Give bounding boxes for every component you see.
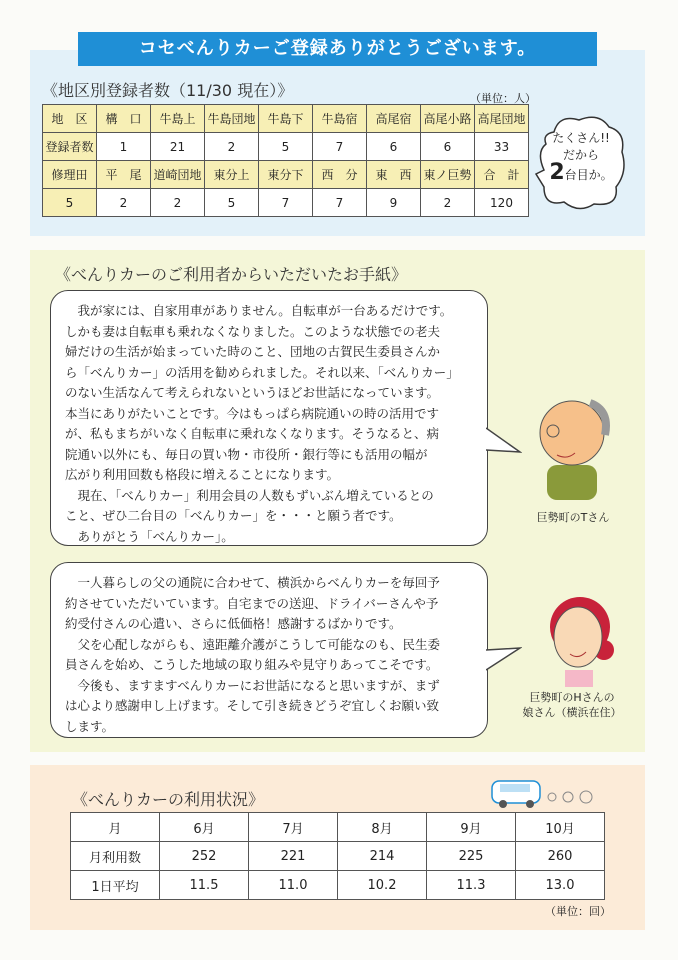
usage-table	[70, 812, 605, 900]
letter-line: 本当にありがたいことです。今はもっぱら病院通いの時の活用です	[65, 405, 440, 421]
table-cell: 牛島下	[259, 105, 313, 133]
letter-1-bubble	[50, 290, 488, 546]
letter-line: 父を心配しながらも、遠距離介護がこうして可能なのも、民生委	[65, 636, 441, 652]
bubble-tail-1	[486, 420, 522, 460]
table-cell: 5	[205, 189, 259, 217]
table-cell: 東分上	[205, 161, 259, 189]
letter-line: 今後も、ますますべんりカーにお世話になると思いますが、まず	[65, 677, 440, 693]
table-cell: 2	[205, 133, 259, 161]
caption-line: 巨勢町のHさんの	[529, 691, 615, 704]
table-cell: 高尾宿	[367, 105, 421, 133]
table-cell: 11.0	[249, 871, 338, 900]
table-cell: 225	[427, 842, 516, 871]
letter-line: が、私もまちがいなく自転車に乗れなくなります。そうなると、病	[65, 426, 440, 441]
letter-line: 広がり利用回数も格段に増えることになります。	[65, 467, 340, 482]
letter-line: 我が家には、自家用車がありません。自転車が一台あるだけです。	[65, 303, 453, 318]
title-banner: コセべんりカーご登録ありがとうございます。	[78, 32, 597, 66]
table-cell: 6	[421, 133, 475, 161]
letter-2-caption	[522, 690, 622, 720]
table-cell: 10月	[516, 813, 605, 842]
table-cell: 33	[475, 133, 529, 161]
registration-heading: 《地区別登録者数（11/30 現在）》	[42, 81, 294, 100]
registration-unit: （単位：人）	[470, 92, 536, 105]
table-cell: 252	[160, 842, 249, 871]
letter-line: ありがとう「べんりカー」。	[65, 528, 234, 544]
letters-heading: 《べんりカーのご利用者からいただいたお手紙》	[55, 265, 408, 284]
table-cell: 221	[249, 842, 338, 871]
letter-line: 一人暮らしの父の通院に合わせて、横浜からべんりカーを毎回予	[65, 575, 440, 590]
table-cell: 9	[367, 189, 421, 217]
cloud-number: 2	[549, 160, 565, 185]
letter-line: は心より感謝申し上げます。そして引き続きどうぞ宜しくお願い致	[65, 698, 440, 713]
table-cell: 牛島団地	[205, 105, 259, 133]
letter-line: 約受付さんの心遣い、さらに低価格！感謝するばかりです。	[65, 616, 402, 631]
table-row	[71, 842, 605, 871]
table-row	[43, 105, 529, 133]
table-cell: 214	[338, 842, 427, 871]
car-illustration	[490, 775, 605, 809]
table-cell: 7	[313, 189, 367, 217]
table-cell: 地 区	[43, 105, 97, 133]
letter-line: ら「べんりカー」の活用を勧められました。それ以来、「べんりカー」	[65, 364, 459, 380]
letter-line: こと、ぜひ二台目の「べんりカー」を・・・と願う者です。	[65, 508, 402, 523]
table-row	[43, 133, 529, 161]
table-cell: 7	[259, 189, 313, 217]
table-cell: 合 計	[475, 161, 529, 189]
table-cell: 6	[367, 133, 421, 161]
table-cell: 2	[97, 189, 151, 217]
usage-unit: （単位：回）	[545, 905, 611, 918]
letter-line: しかも妻は自転車も乗れなくなりました。このような状態での老夫	[65, 323, 441, 339]
letter-line: 院通い以外にも、毎日の買い物・市役所・銀行等にも活用の幅が	[65, 446, 428, 462]
table-cell: 1	[97, 133, 151, 161]
table-cell: 平 尾	[97, 161, 151, 189]
speech-cloud	[534, 112, 628, 212]
letter-line: します。	[65, 718, 115, 734]
table-cell: 7	[313, 133, 367, 161]
table-cell: 10.2	[338, 871, 427, 900]
cloud-line-1: たくさん!!	[552, 131, 610, 145]
table-cell: 月	[71, 813, 160, 842]
table-cell: 東 西	[367, 161, 421, 189]
table-row	[43, 189, 529, 217]
cloud-line-3: 台目か。	[564, 168, 613, 182]
table-cell: 120	[475, 189, 529, 217]
table-cell: 7月	[249, 813, 338, 842]
table-cell: 8月	[338, 813, 427, 842]
usage-heading: 《べんりカーの利用状況》	[72, 790, 265, 809]
table-cell: 牛島宿	[313, 105, 367, 133]
table-cell: 2	[151, 189, 205, 217]
letter-line: 婦だけの生活が始まっていた時のこと、団地の古賀民生委員さんか	[65, 344, 441, 359]
table-cell: 2	[421, 189, 475, 217]
letter-line: 現在、「べんりカー」利用会員の人数もずいぶん増えているとの	[65, 487, 434, 503]
letter-line: 約させていただいています。自宅までの送迎、ドライバーさんや予	[65, 595, 439, 611]
elderly-man-illustration	[535, 385, 610, 500]
table-cell: 21	[151, 133, 205, 161]
table-cell: 5	[43, 189, 97, 217]
table-cell: 5	[259, 133, 313, 161]
table-cell: 9月	[427, 813, 516, 842]
table-row	[71, 871, 605, 900]
table-cell: 260	[516, 842, 605, 871]
table-cell: 東ノ巨勢	[421, 161, 475, 189]
table-cell: 道崎団地	[151, 161, 205, 189]
letter-line: 員さんを始め、こうした地域の取り組みや見守りあってこそです。	[65, 657, 439, 672]
table-cell: 牛島上	[151, 105, 205, 133]
table-cell: 1日平均	[71, 871, 160, 900]
table-cell: 東分下	[259, 161, 313, 189]
table-cell: 西 分	[313, 161, 367, 189]
registration-table	[42, 104, 529, 217]
table-row	[43, 161, 529, 189]
table-row	[71, 813, 605, 842]
caption-line: 娘さん（横浜在住）	[522, 706, 622, 719]
table-cell: 6月	[160, 813, 249, 842]
daughter-illustration	[540, 592, 620, 687]
letter-2-bubble	[50, 562, 488, 738]
table-cell: 11.5	[160, 871, 249, 900]
table-cell: 月利用数	[71, 842, 160, 871]
table-cell: 構 口	[97, 105, 151, 133]
table-cell: 高尾団地	[475, 105, 529, 133]
bubble-tail-2	[486, 640, 522, 680]
table-cell: 11.3	[427, 871, 516, 900]
cloud-line-2: だから	[562, 148, 599, 162]
table-cell: 修理田	[43, 161, 97, 189]
letter-line: のない生活なんて考えられないというほどお世話になっています。	[65, 385, 440, 400]
table-cell: 13.0	[516, 871, 605, 900]
table-cell: 登録者数	[43, 133, 97, 161]
letter-1-caption: 巨勢町のTさん	[536, 511, 610, 524]
table-cell: 高尾小路	[421, 105, 475, 133]
